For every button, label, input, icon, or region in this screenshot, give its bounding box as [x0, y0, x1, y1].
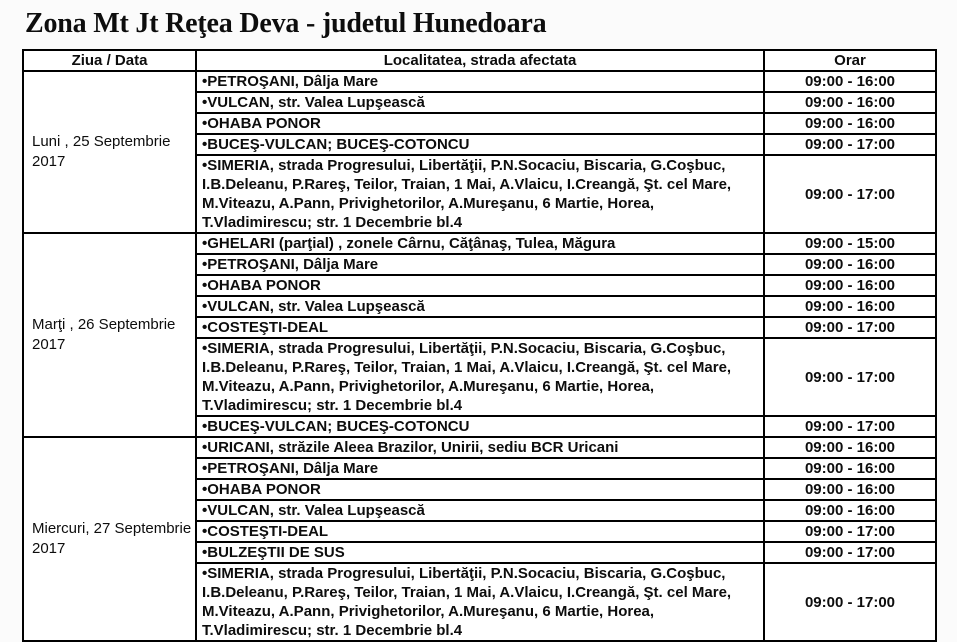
locality-cell: •VULCAN, str. Valea Lupşească [196, 92, 764, 113]
time-cell: 09:00 - 17:00 [764, 521, 936, 542]
locality-cell: •URICANI, străzile Aleea Brazilor, Unirii, sediu BCR Uricani [196, 437, 764, 458]
time-cell: 09:00 - 16:00 [764, 458, 936, 479]
date-cell: Marţi , 26 Septembrie 2017 [23, 233, 196, 437]
day-section-wednesday [23, 437, 936, 641]
locality-cell: •GHELARI (parţial) , zonele Cârnu, Căţânaş, Tulea, Măgura [196, 233, 764, 254]
outage-schedule-table [22, 49, 937, 642]
time-cell: 09:00 - 16:00 [764, 296, 936, 317]
time-cell: 09:00 - 17:00 [764, 416, 936, 437]
time-cell: 09:00 - 16:00 [764, 254, 936, 275]
time-cell: 09:00 - 15:00 [764, 233, 936, 254]
time-cell: 09:00 - 17:00 [764, 542, 936, 563]
locality-cell: •OHABA PONOR [196, 113, 764, 134]
locality-cell: •VULCAN, str. Valea Lupşească [196, 296, 764, 317]
time-cell: 09:00 - 17:00 [764, 338, 936, 416]
table-row [23, 233, 936, 254]
day-section-monday [23, 71, 936, 233]
time-cell: 09:00 - 16:00 [764, 500, 936, 521]
header-row [23, 50, 936, 71]
locality-cell: •BUCEŞ-VULCAN; BUCEŞ-COTONCU [196, 134, 764, 155]
locality-cell: •COSTEŞTI-DEAL [196, 317, 764, 338]
locality-cell: •PETROŞANI, Dâlja Mare [196, 71, 764, 92]
col-header-locality: Localitatea, strada afectata [196, 50, 764, 71]
locality-cell: •BULZEŞTII DE SUS [196, 542, 764, 563]
page-title: Zona Mt Jt Reţea Deva - judetul Hunedoara [25, 8, 547, 39]
time-cell: 09:00 - 16:00 [764, 113, 936, 134]
time-cell: 09:00 - 16:00 [764, 275, 936, 296]
date-cell: Luni , 25 Septembrie 2017 [23, 71, 196, 233]
time-cell: 09:00 - 16:00 [764, 92, 936, 113]
date-cell: Miercuri, 27 Septembrie 2017 [23, 437, 196, 641]
locality-cell: •COSTEŞTI-DEAL [196, 521, 764, 542]
locality-cell: •VULCAN, str. Valea Lupşească [196, 500, 764, 521]
time-cell: 09:00 - 17:00 [764, 317, 936, 338]
time-cell: 09:00 - 16:00 [764, 71, 936, 92]
time-cell: 09:00 - 17:00 [764, 563, 936, 641]
table-row [23, 437, 936, 458]
time-cell: 09:00 - 17:00 [764, 134, 936, 155]
locality-cell: •PETROŞANI, Dâlja Mare [196, 254, 764, 275]
locality-cell: •OHABA PONOR [196, 479, 764, 500]
time-cell: 09:00 - 16:00 [764, 479, 936, 500]
locality-cell: •SIMERIA, strada Progresului, Libertăţii, P.N.Socaciu, Biscaria, G.Coşbuc, I.B.Deleanu, P.Rareş, Teilor, Traian, 1 Mai, A.Vlaicu, I.Creangă, Şt. cel Mare, M.Viteazu, A.Pann, Privighetorilor, A.Mureşanu, 6 Martie, Horea, T.Vladimirescu; str. 1 Decembrie bl.4 [196, 563, 764, 641]
col-header-time: Orar [764, 50, 936, 71]
locality-cell: •BUCEŞ-VULCAN; BUCEŞ-COTONCU [196, 416, 764, 437]
time-cell: 09:00 - 16:00 [764, 437, 936, 458]
locality-cell: •OHABA PONOR [196, 275, 764, 296]
table-header [23, 50, 936, 71]
col-header-day: Ziua / Data [23, 50, 196, 71]
table-row [23, 71, 936, 92]
locality-cell: •SIMERIA, strada Progresului, Libertăţii, P.N.Socaciu, Biscaria, G.Coşbuc, I.B.Deleanu, P.Rareş, Teilor, Traian, 1 Mai, A.Vlaicu, I.Creangă, Şt. cel Mare, M.Viteazu, A.Pann, Privighetorilor, A.Mureşanu, 6 Martie, Horea, T.Vladimirescu; str. 1 Decembrie bl.4 [196, 155, 764, 233]
time-cell: 09:00 - 17:00 [764, 155, 936, 233]
day-section-tuesday [23, 233, 936, 437]
locality-cell: •SIMERIA, strada Progresului, Libertăţii, P.N.Socaciu, Biscaria, G.Coşbuc, I.B.Deleanu, P.Rareş, Teilor, Traian, 1 Mai, A.Vlaicu, I.Creangă, Şt. cel Mare, M.Viteazu, A.Pann, Privighetorilor, A.Mureşanu, 6 Martie, Horea, T.Vladimirescu; str. 1 Decembrie bl.4 [196, 338, 764, 416]
locality-cell: •PETROŞANI, Dâlja Mare [196, 458, 764, 479]
